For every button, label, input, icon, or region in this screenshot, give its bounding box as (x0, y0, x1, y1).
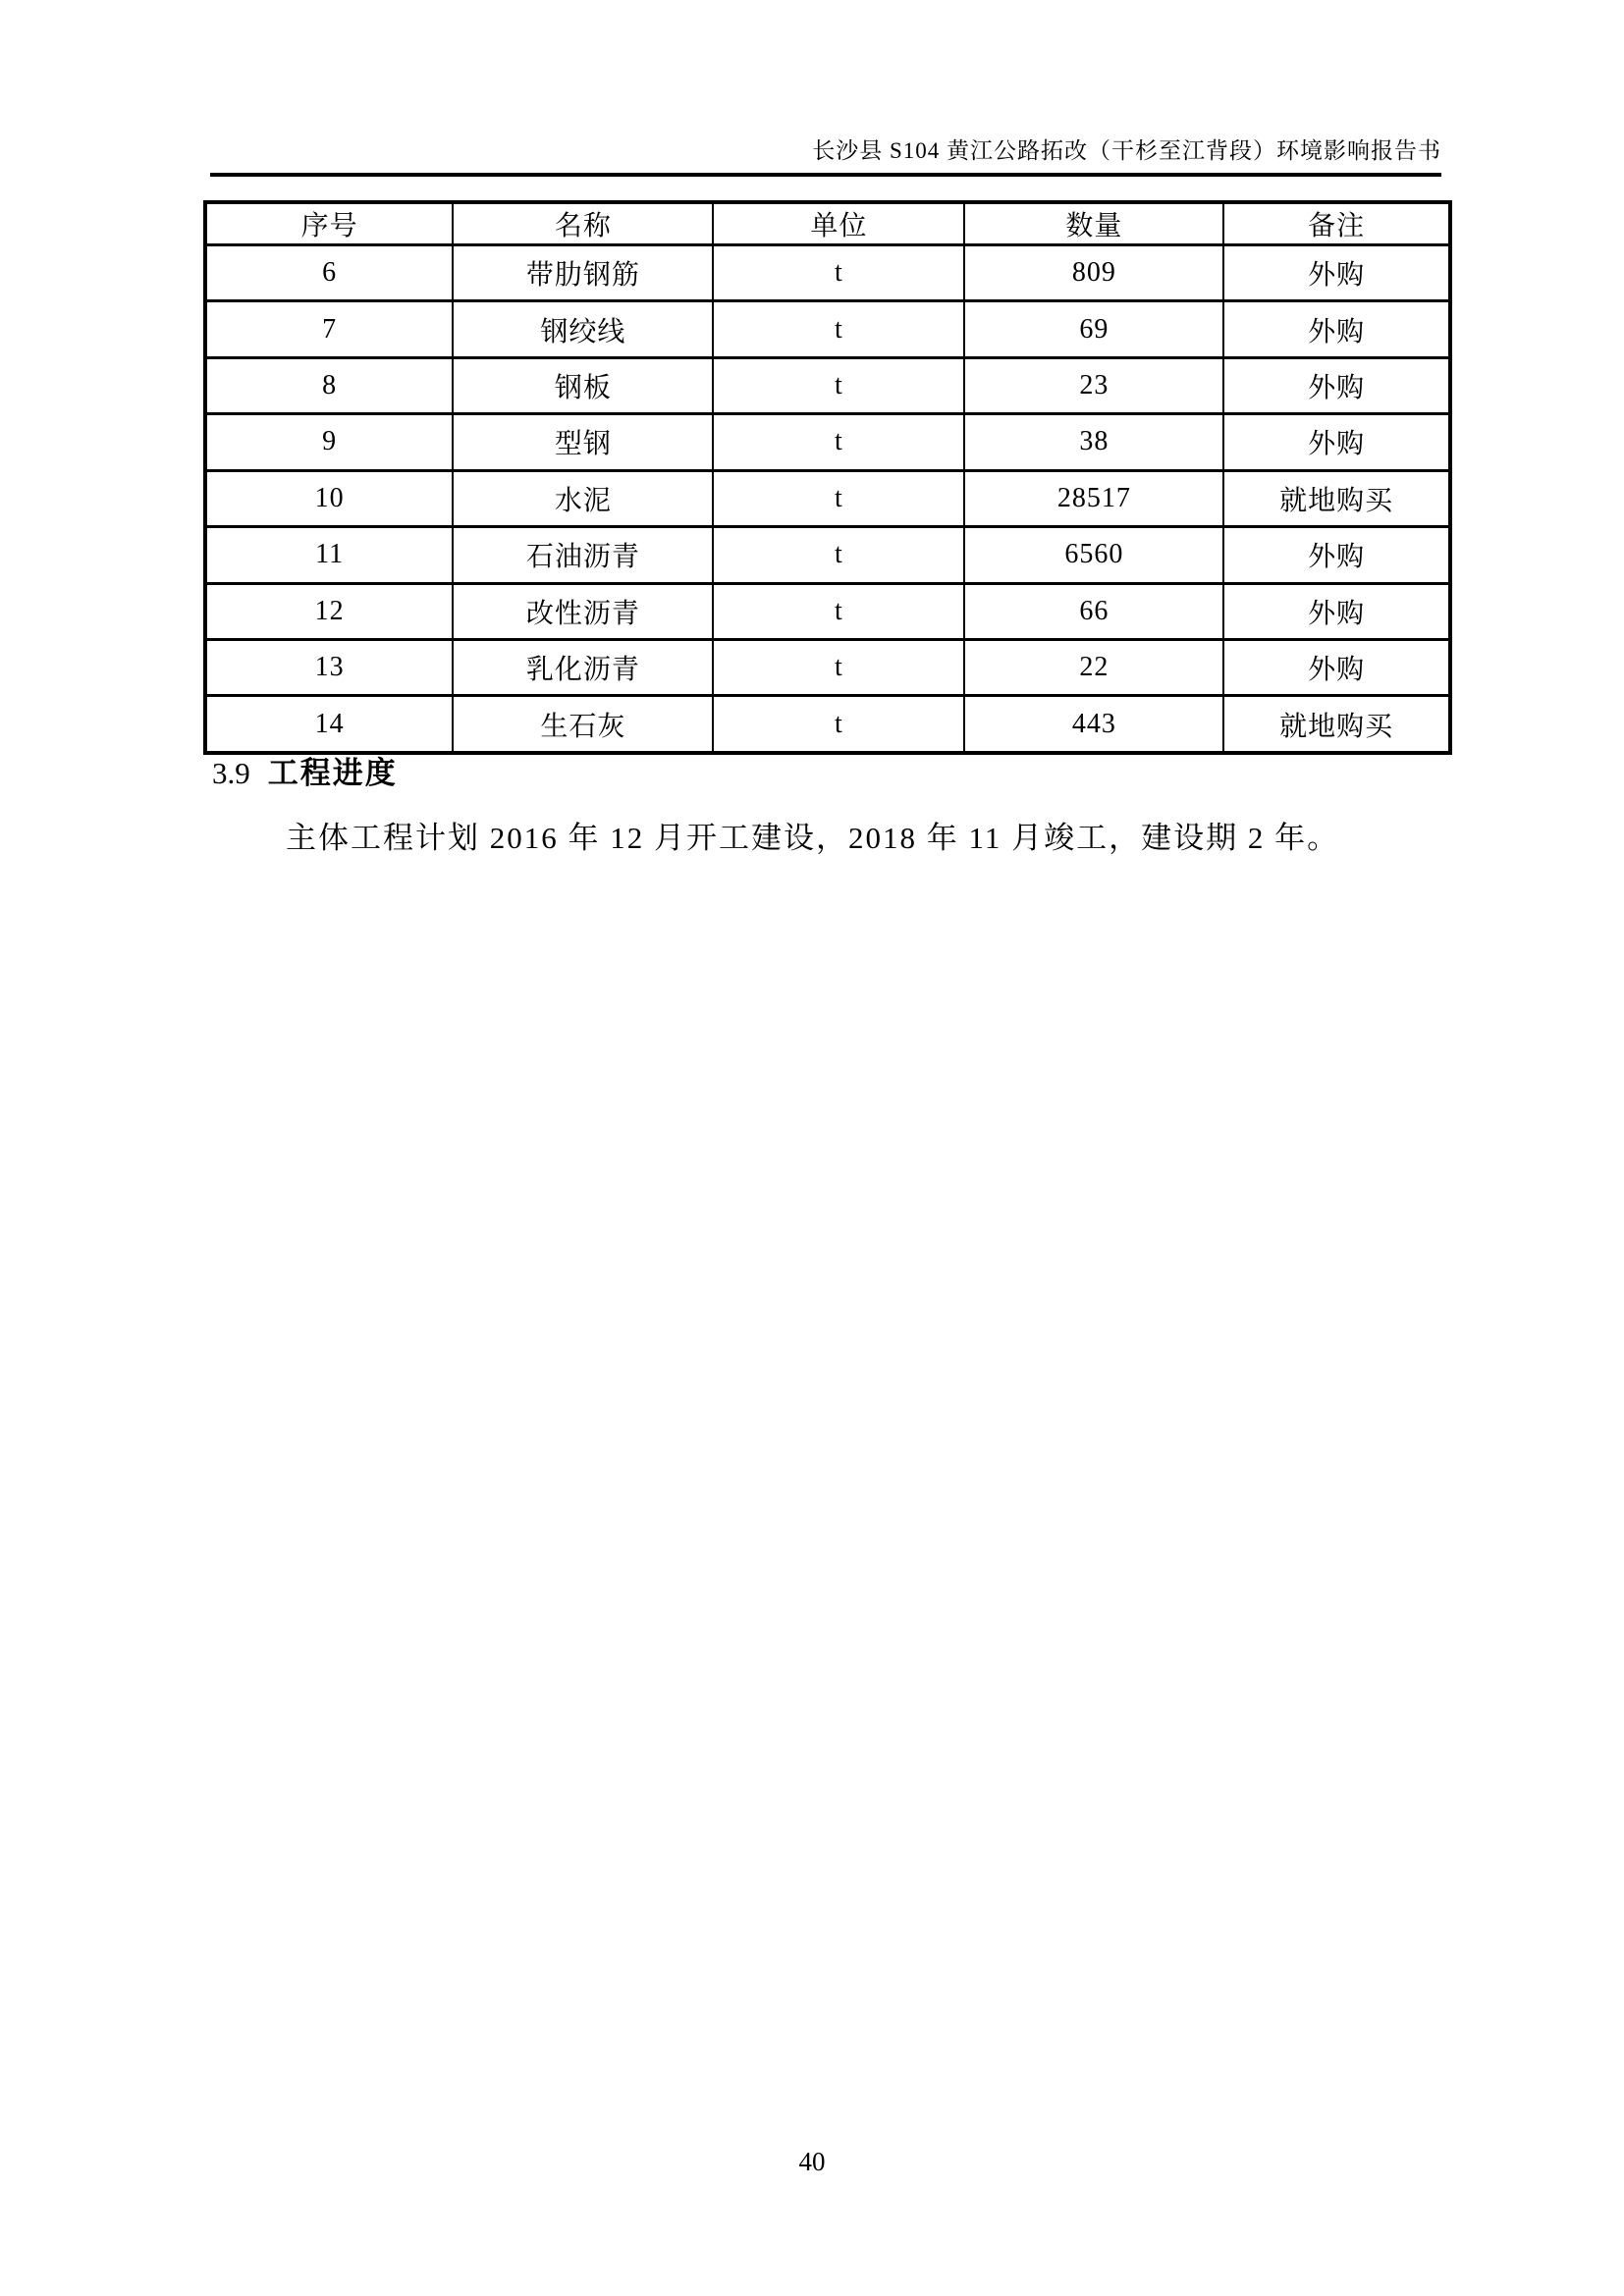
cell-remark: 外购 (1223, 527, 1450, 583)
cell-unit: t (713, 357, 964, 413)
cell-remark: 外购 (1223, 583, 1450, 639)
cell-remark: 就地购买 (1223, 470, 1450, 526)
cell-quantity: 23 (964, 357, 1223, 413)
cell-unit: t (713, 696, 964, 753)
cell-name: 生石灰 (453, 696, 713, 753)
cell-unit: t (713, 414, 964, 470)
cell-remark: 外购 (1223, 414, 1450, 470)
cell-quantity: 38 (964, 414, 1223, 470)
cell-quantity: 66 (964, 583, 1223, 639)
table-row (205, 245, 1450, 301)
table-header-row (205, 202, 1450, 245)
section-heading (212, 755, 398, 791)
cell-quantity: 809 (964, 245, 1223, 301)
cell-quantity: 69 (964, 301, 1223, 357)
cell-quantity: 22 (964, 639, 1223, 695)
column-header-remark: 备注 (1223, 202, 1450, 245)
cell-name: 钢绞线 (453, 301, 713, 357)
cell-quantity: 6560 (964, 527, 1223, 583)
cell-name: 水泥 (453, 470, 713, 526)
cell-quantity: 28517 (964, 470, 1223, 526)
column-header-quantity: 数量 (964, 202, 1223, 245)
cell-index: 9 (205, 414, 453, 470)
cell-index: 11 (205, 527, 453, 583)
cell-index: 7 (205, 301, 453, 357)
cell-remark: 外购 (1223, 639, 1450, 695)
column-header-name: 名称 (453, 202, 713, 245)
table-row (205, 527, 1450, 583)
cell-index: 6 (205, 245, 453, 301)
cell-unit: t (713, 583, 964, 639)
table-row (205, 470, 1450, 526)
cell-name: 乳化沥青 (453, 639, 713, 695)
cell-index: 8 (205, 357, 453, 413)
cell-unit: t (713, 527, 964, 583)
table-row (205, 357, 1450, 413)
cell-index: 13 (205, 639, 453, 695)
body-paragraph: 主体工程计划 2016 年 12 月开工建设，2018 年 11 月竣工，建设期 2 年。 (286, 821, 1340, 855)
cell-unit: t (713, 470, 964, 526)
cell-index: 14 (205, 696, 453, 753)
table-row (205, 696, 1450, 753)
cell-remark: 就地购买 (1223, 696, 1450, 753)
table-row (205, 639, 1450, 695)
column-header-index: 序号 (205, 202, 453, 245)
cell-unit: t (713, 301, 964, 357)
cell-name: 改性沥青 (453, 583, 713, 639)
page-number: 40 (798, 2147, 826, 2176)
cell-index: 10 (205, 470, 453, 526)
cell-remark: 外购 (1223, 357, 1450, 413)
cell-quantity: 443 (964, 696, 1223, 753)
table-row (205, 414, 1450, 470)
cell-remark: 外购 (1223, 245, 1450, 301)
cell-name: 钢板 (453, 357, 713, 413)
section-title: 工程进度 (267, 756, 398, 790)
cell-unit: t (713, 245, 964, 301)
table-row (205, 301, 1450, 357)
cell-name: 石油沥青 (453, 527, 713, 583)
cell-name: 型钢 (453, 414, 713, 470)
section-number: 3.9 (212, 756, 250, 790)
column-header-unit: 单位 (713, 202, 964, 245)
running-head-title: 长沙县 S104 黄江公路拓改（干杉至江背段）环境影响报告书 (210, 137, 1441, 177)
table-row (205, 583, 1450, 639)
cell-remark: 外购 (1223, 301, 1450, 357)
cell-index: 12 (205, 583, 453, 639)
materials-table (203, 200, 1452, 755)
cell-unit: t (713, 639, 964, 695)
cell-name: 带肋钢筋 (453, 245, 713, 301)
